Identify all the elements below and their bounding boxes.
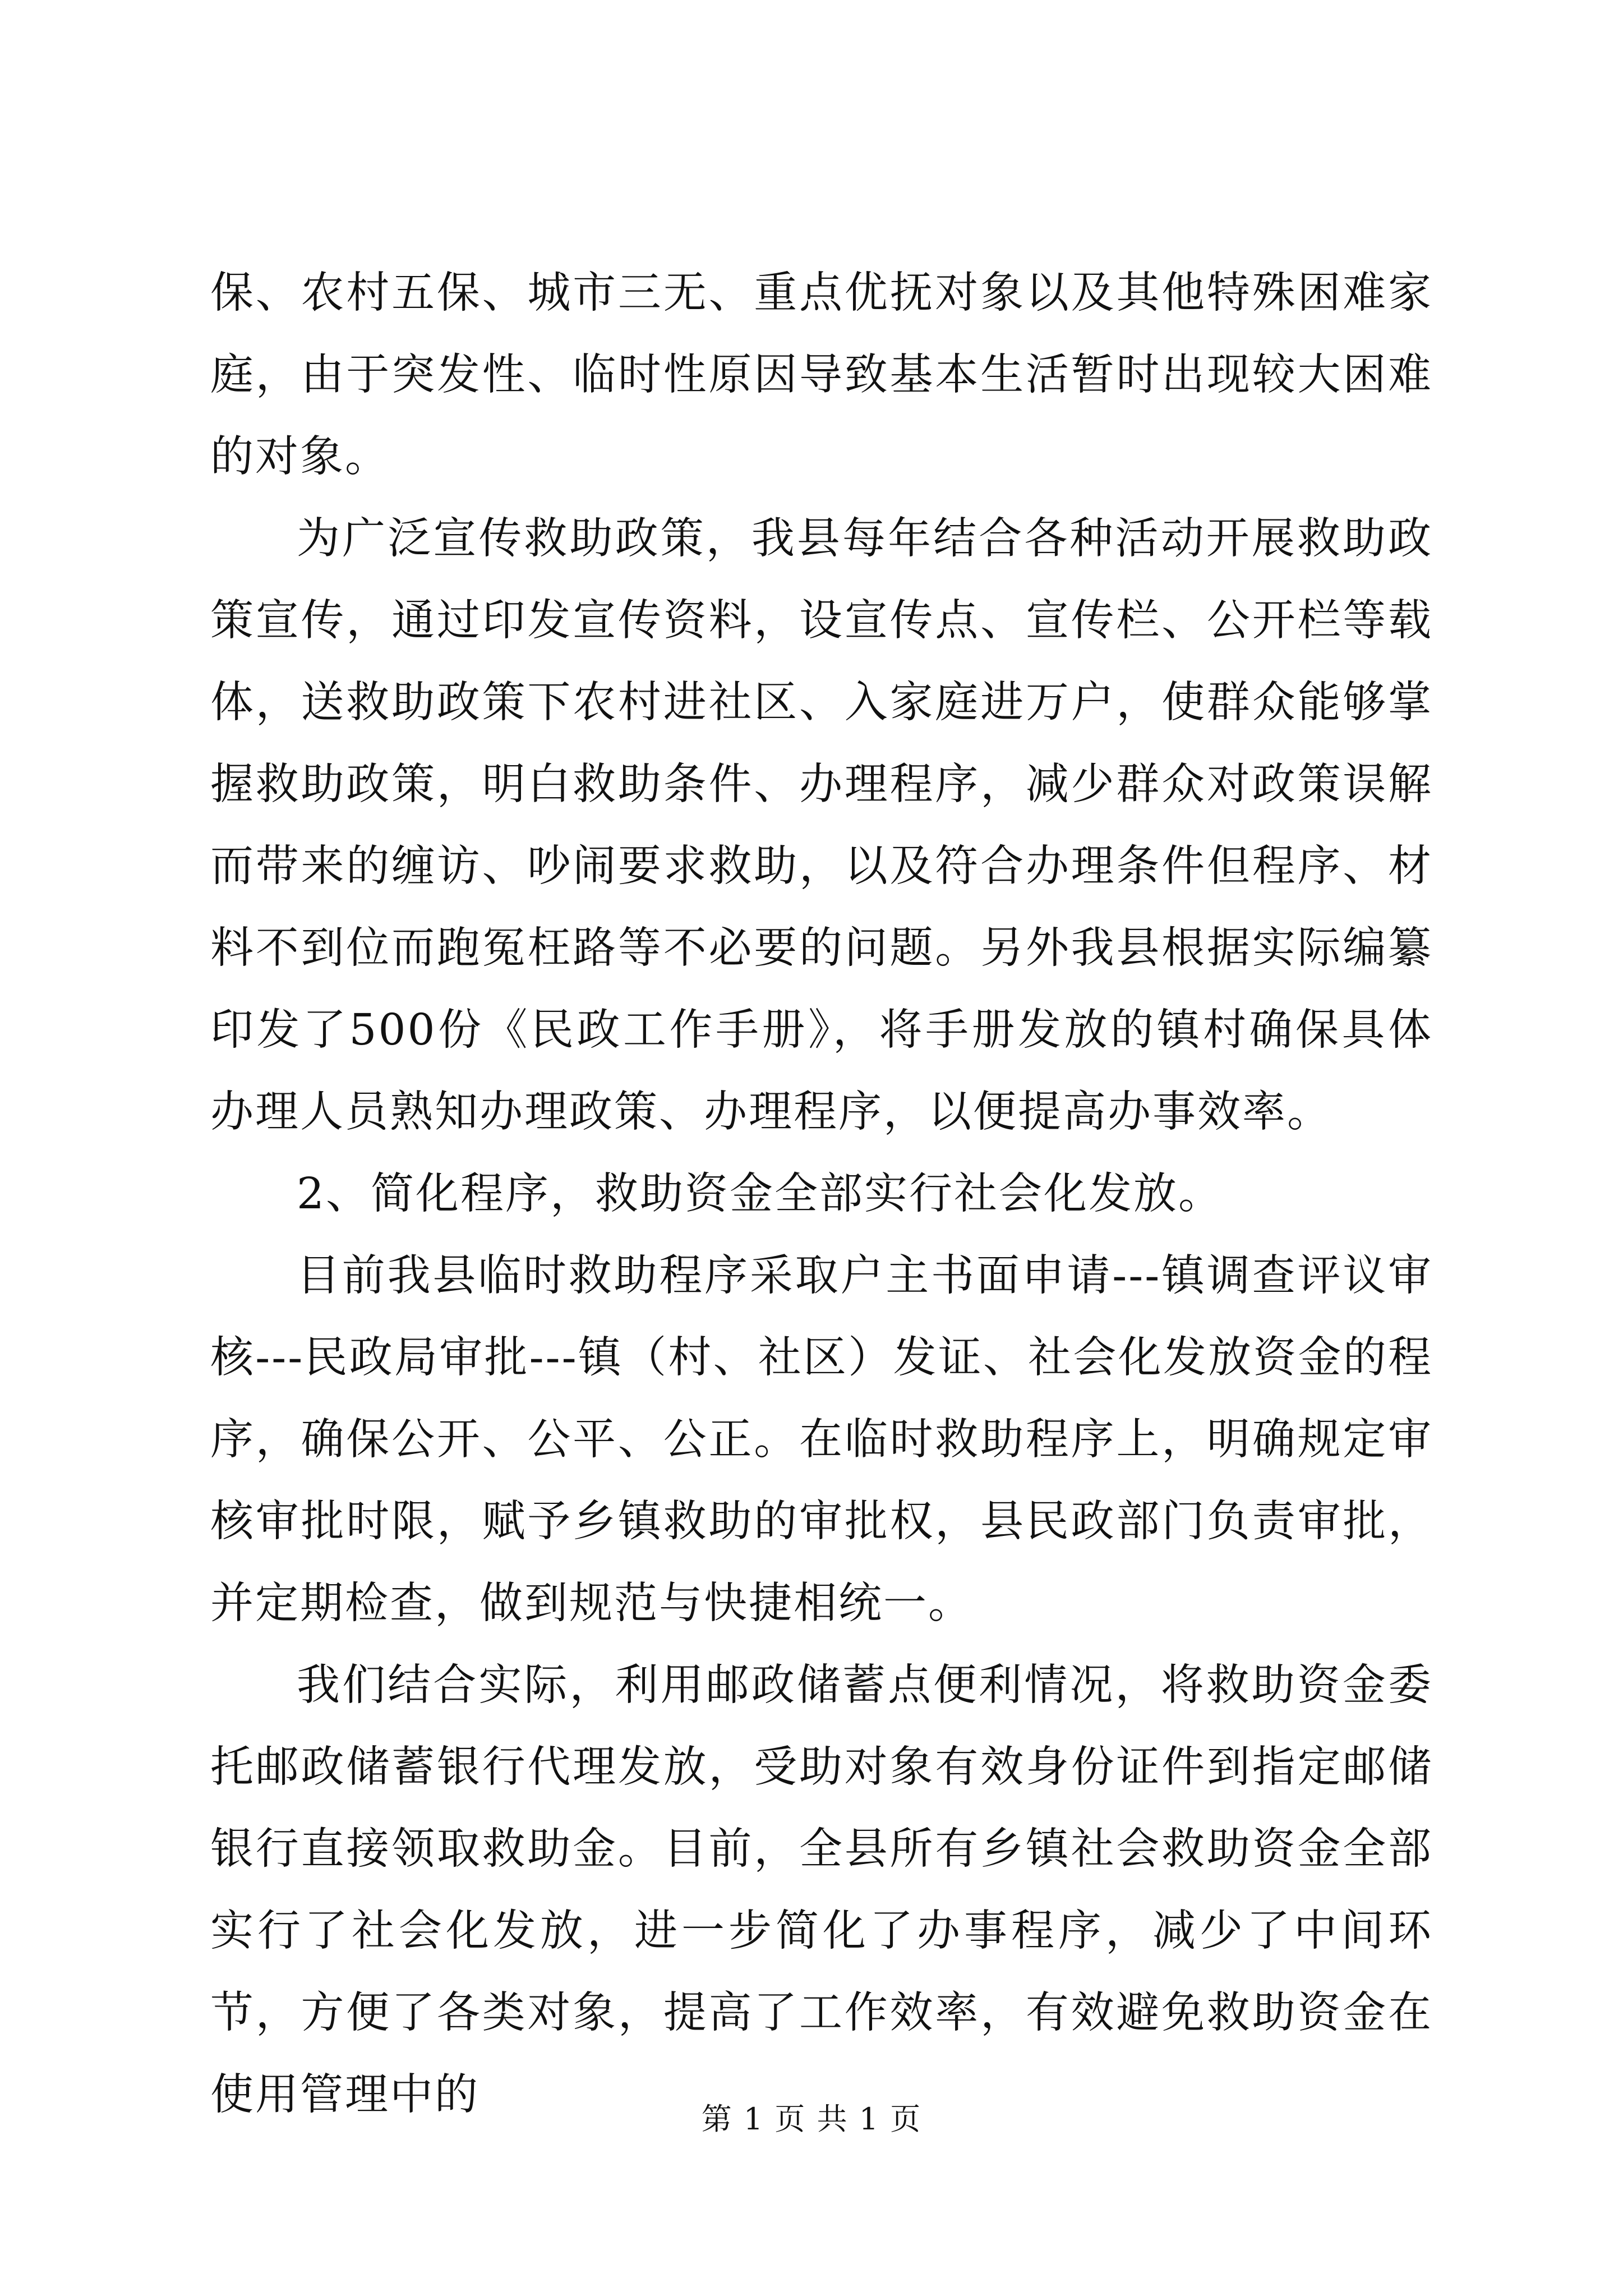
page-footer: 第 1 页 共 1 页	[701, 2101, 922, 2137]
paragraph-5: 我们结合实际，利用邮政储蓄点便利情况，将救助资金委托邮政储蓄银行代理发放，受助对象有效身份证件到指定邮储银行直接领取救助金。目前，全县所有乡镇社会救助资金全部实行了社会化发放，进一步简化了办事程序，减少了中间环节，方便了各类对象，提高了工作效率，有效避免救助资金在使用管理中的	[210, 1660, 1433, 2120]
paragraph-4: 目前我县临时救助程序采取户主书面申请---镇调查评议审核---民政局审批---镇（村、社区）发证、社会化发放资金的程序，确保公开、公平、公正。在临时救助程序上，明确规定审核审批时限，赋予乡镇救助的审批权，县民政部门负责审批，并定期检查，做到规范与快捷相统一。	[210, 1251, 1433, 1628]
paragraph-2: 为广泛宣传救助政策，我县每年结合各种活动开展救助政策宣传，通过印发宣传资料，设宣传点、宣传栏、公开栏等载体，送救助政策下农村进社区、入家庭进万户，使群众能够掌握救助政策，明白救助条件、办理程序，减少群众对政策误解而带来的缠访、吵闹要求救助，以及符合办理条件但程序、材料不到位而跑冤枉路等不必要的问题。另外我县根据实际编纂印发了500份《民政工作手册》，将手册发放的镇村确保具体办理人员熟知办理政策、办理程序，以便提高办事效率。	[210, 514, 1433, 1137]
paragraph-3-heading: 2、简化程序，救助资金全部实行社会化发放。	[297, 1169, 1223, 1219]
paragraph-1: 保、农村五保、城市三无、重点优抚对象以及其他特殊困难家庭，由于突发性、临时性原因导致基本生活暂时出现较大困难的对象。	[210, 268, 1433, 482]
document-body	[210, 252, 1433, 2136]
